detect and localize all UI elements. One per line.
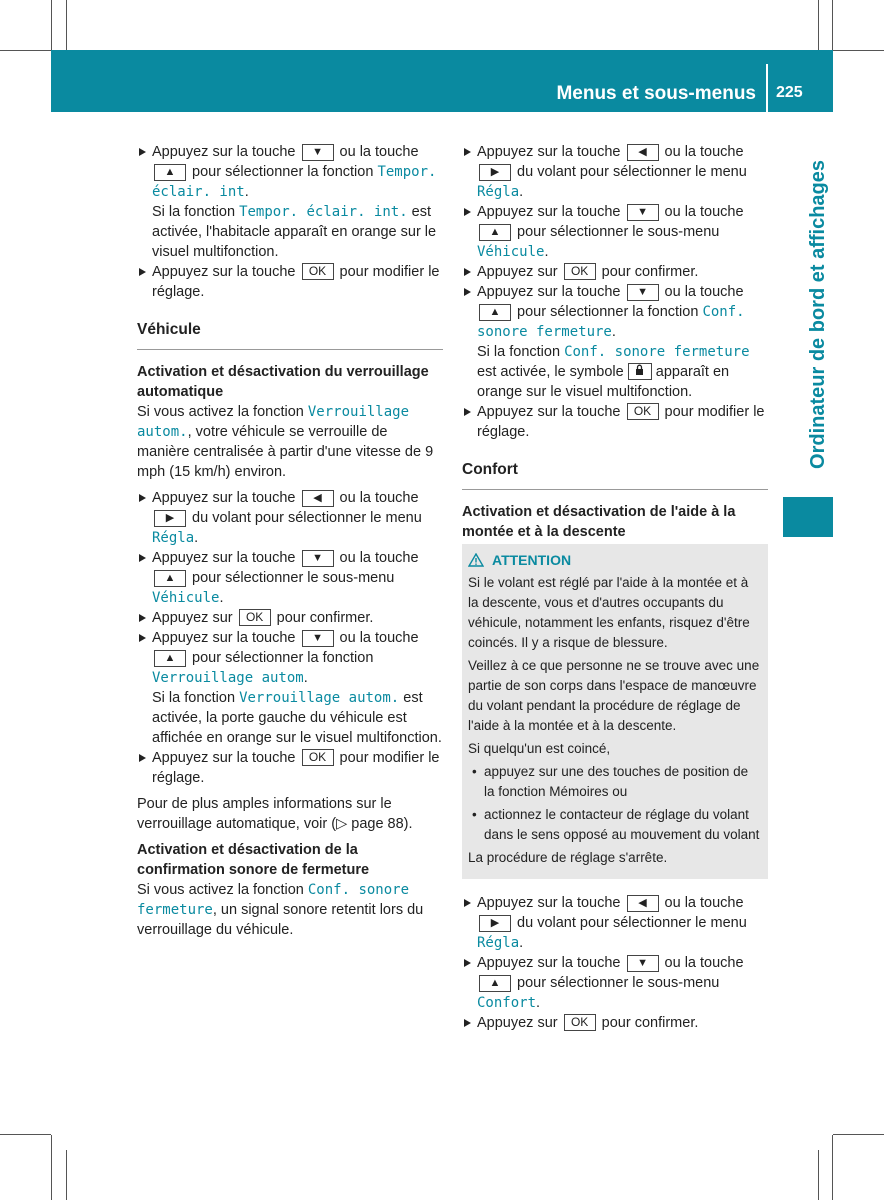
function-name: Véhicule [477,244,545,260]
instruction-step: Appuyez sur la touche OK pour modifier le réglage. [462,402,768,442]
crop-mark [818,0,819,50]
warning-text: La procédure de réglage s'arrête. [468,850,668,865]
paragraph: Si vous activez la fonction Verrouillage autom., votre véhicule se verrouille de manière centralisée à partir d'une vitesse de 9 mph (15 km/h) environ. [137,404,434,480]
instruction-step: Appuyez sur la touche ▼ ou la touche ▲ pour sélectionner le sous-menu Véhicule. [462,202,768,262]
instruction-step: Appuyez sur la touche ▼ ou la touche ▲ pour sélectionner le sous-menu Véhicule. [137,548,443,608]
down-key-icon: ▼ [627,955,659,972]
up-key-icon: ▲ [479,304,511,321]
subsection-heading: Activation et désactivation de la confirmation sonore de fermeture [137,842,370,878]
crop-mark [833,50,884,51]
instruction-step: Appuyez sur la touche ◀ ou la touche ▶ du volant pour sélectionner le menu Régla. [462,893,768,953]
left-key-icon: ◀ [627,895,659,912]
function-name: Confort [477,995,537,1011]
function-name: Verrouillage autom [152,670,304,686]
up-key-icon: ▲ [154,570,186,587]
section-heading: Véhicule [137,320,443,350]
instruction-step: Appuyez sur la touche OK pour modifier le réglage. [137,262,443,302]
right-key-icon: ▶ [479,164,511,181]
crop-mark [832,1135,833,1200]
function-name: Verrouillage autom. [137,404,410,440]
ok-key-icon: OK [302,263,334,280]
up-key-icon: ▲ [154,650,186,667]
crop-mark [51,1135,52,1200]
crop-mark [0,1134,51,1135]
lock-icon [628,363,652,380]
instruction-step: Appuyez sur OK pour confirmer. [462,262,768,282]
header-title: Menus et sous-menus [556,83,756,104]
side-chapter-title: Ordinateur de bord et affichages [807,160,829,469]
function-name: Conf. sonore fermeture [137,882,410,918]
down-key-icon: ▼ [627,284,659,301]
function-name: Conf. sonore fermeture [564,344,750,360]
instruction-step: Appuyez sur la touche ◀ ou la touche ▶ du volant pour sélectionner le menu Régla. [462,142,768,202]
up-key-icon: ▲ [154,164,186,181]
left-column [137,142,443,946]
right-key-icon: ▶ [154,510,186,527]
crop-mark [66,0,67,50]
warning-text: Si quelqu'un est coincé, [468,741,611,756]
up-key-icon: ▲ [479,224,511,241]
page-header [51,50,833,112]
crop-mark [51,0,52,50]
side-chapter-marker [783,497,833,537]
page-number: 225 [776,84,803,101]
instruction-step: Appuyez sur OK pour confirmer. [462,1013,768,1033]
function-name: Régla [477,184,520,200]
function-name: Tempor. éclair. int. [239,204,408,220]
left-key-icon: ◀ [302,490,334,507]
warning-title: ATTENTION [468,550,762,570]
crop-mark [66,1150,67,1200]
ok-key-icon: OK [239,609,271,626]
crop-mark [818,1150,819,1200]
down-key-icon: ▼ [302,550,334,567]
down-key-icon: ▼ [302,144,334,161]
warning-bullet: • actionnez le contacteur de réglage du volant dans le sens opposé au mouvement du volant [468,805,762,845]
right-key-icon: ▶ [479,915,511,932]
subsection-heading: Activation et désactivation de l'aide à la montée et à la descente [462,504,736,540]
instruction-step: Appuyez sur la touche ▼ ou la touche ▲ pour sélectionner la fonction Conf. sonore fermeture. Si la fonction Conf. sonore fermeture est activée, le symbole apparaît en orange sur le visuel multifonction. [462,282,768,402]
function-name: Véhicule [152,590,220,606]
function-name: Conf. sonore fermeture [477,304,745,340]
down-key-icon: ▼ [302,630,334,647]
subsection-heading: Activation et désactivation du verrouillage automatique [137,364,429,400]
down-key-icon: ▼ [627,204,659,221]
instruction-step: Appuyez sur OK pour confirmer. [137,608,443,628]
function-name: Régla [477,935,520,951]
warning-triangle-icon [468,553,484,567]
warning-text: Veillez à ce que personne ne se trouve avec une partie de son corps dans l'espace de manœuvre du volant pendant la procédure de réglage de l'aide à la montée et à la descente. [468,658,760,733]
crop-mark [832,0,833,50]
ok-key-icon: OK [564,263,596,280]
warning-bullet: • appuyez sur une des touches de position de la fonction Mémoires ou [468,762,762,802]
instruction-step: Appuyez sur la touche ▼ ou la touche ▲ pour sélectionner la fonction Tempor. éclair. int. Si la fonction Tempor. éclair. int. est activée, l'habitacle apparaît en orange sur le visuel multifonction. [137,142,443,262]
paragraph: Pour de plus amples informations sur le verrouillage automatique, voir (▷ page 88). [137,796,413,832]
warning-text: Si le volant est réglé par l'aide à la montée et à la descente, vous et d'autres occupants du véhicule, notamment les enfants, risquez d'être coincés. Il y a risque de blessure. [468,575,750,650]
ok-key-icon: OK [564,1014,596,1031]
instruction-step: Appuyez sur la touche OK pour modifier le réglage. [137,748,443,788]
left-key-icon: ◀ [627,144,659,161]
warning-box [462,544,768,879]
instruction-step: Appuyez sur la touche ◀ ou la touche ▶ du volant pour sélectionner le menu Régla. [137,488,443,548]
instruction-step: Appuyez sur la touche ▼ ou la touche ▲ pour sélectionner le sous-menu Confort. [462,953,768,1013]
function-name: Régla [152,530,195,546]
function-name: Tempor. éclair. int [152,164,437,200]
crop-mark [833,1134,884,1135]
instruction-step: Appuyez sur la touche ▼ ou la touche ▲ pour sélectionner la fonction Verrouillage autom. Si la fonction Verrouillage autom. est activée, la porte gauche du véhicule est affichée en orange sur le visuel multifonction. [137,628,443,748]
section-heading: Confort [462,460,768,490]
right-column [462,142,768,1033]
ok-key-icon: OK [627,403,659,420]
header-divider [766,64,768,112]
ok-key-icon: OK [302,749,334,766]
up-key-icon: ▲ [479,975,511,992]
crop-mark [0,50,51,51]
paragraph: Si vous activez la fonction Conf. sonore fermeture, un signal sonore retentit lors du verrouillage du véhicule. [137,882,424,938]
function-name: Verrouillage autom. [239,690,400,706]
